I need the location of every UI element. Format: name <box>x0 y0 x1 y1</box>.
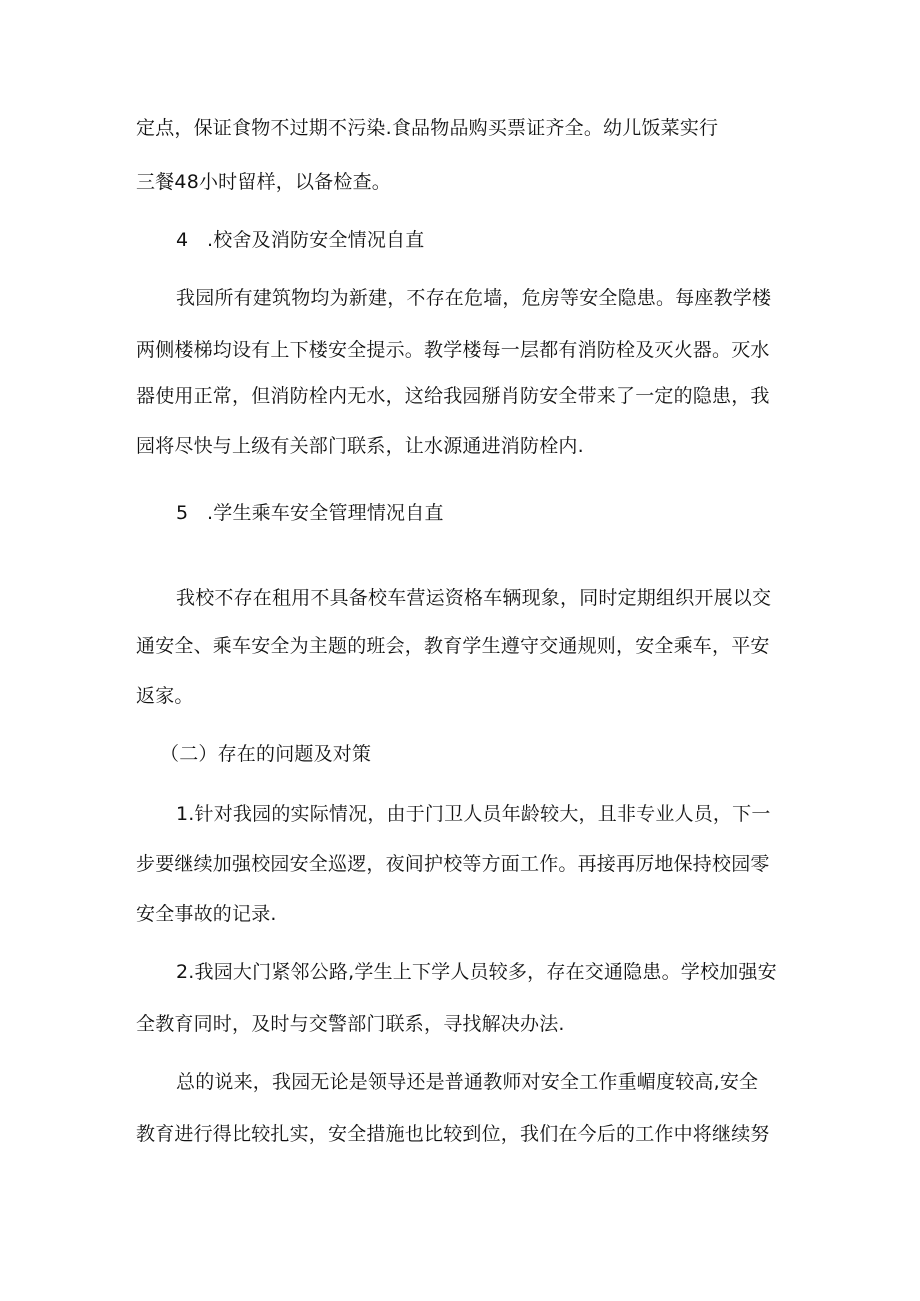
paragraph-line: 步要继续加强校园安全巡逻，夜间护校等方面工作。再接再厉地保持校园零 <box>136 853 770 875</box>
paragraph-line: 两侧楼梯均设有上下楼安全提示。教学楼每一层都有消防栓及灭火器。灭水 <box>136 339 770 361</box>
paragraph-line: 1.针对我园的实际情况，由于门卫人员年龄较大，且非专业人员，下一 <box>176 803 771 825</box>
paragraph-line: 器使用正常，但消防栓内无水，这给我园掰肖防安全带来了一定的隐患，我 <box>136 385 770 407</box>
section-heading-4: 4 .校舍及消防安全情况自直 <box>176 229 425 251</box>
paragraph-line: 全教育同时，及时与交警部门联系，寻找解决办法. <box>136 1013 565 1035</box>
paragraph-line: 2.我园大门紧邻公路,学生上下学人员较多，存在交通隐患。学校加强安 <box>176 961 777 983</box>
paragraph-line: 返家。 <box>136 685 194 707</box>
paragraph-line: 教育进行得比较扎实，安全措施也比较到位，我们在今后的工作中将继续努 <box>136 1123 770 1145</box>
paragraph-line: 安全事故的记录. <box>136 903 277 925</box>
section-heading-5: 5 .学生乘车安全管理情况自直 <box>176 502 444 524</box>
paragraph-line: 我园所有建筑物均为新建，不存在危墙，危房等安全隐患。每座教学楼 <box>176 287 772 309</box>
paragraph-line: 总的说来，我园无论是领导还是普通教师对安全工作重嵋度较高,安全 <box>176 1071 759 1093</box>
section-heading-problems: （二）存在的问题及对策 <box>160 743 372 765</box>
paragraph-line: 定点，保证食物不过期不污染.食品物品购买票证齐全。幼儿饭菜实行 <box>136 117 719 139</box>
paragraph-line: 通安全、乘车安全为主题的班会，教育学生遵守交通规则，安全乘车，平安 <box>136 635 770 657</box>
paragraph-line: 我校不存在租用不具备校车营运资格车辆现象，同时定期组织开展以交 <box>176 587 772 609</box>
paragraph-line: 三餐48小时留样，以备检查。 <box>136 171 391 193</box>
paragraph-line: 园将尽快与上级有关部门联系，让水源通进消防栓内. <box>136 435 584 457</box>
